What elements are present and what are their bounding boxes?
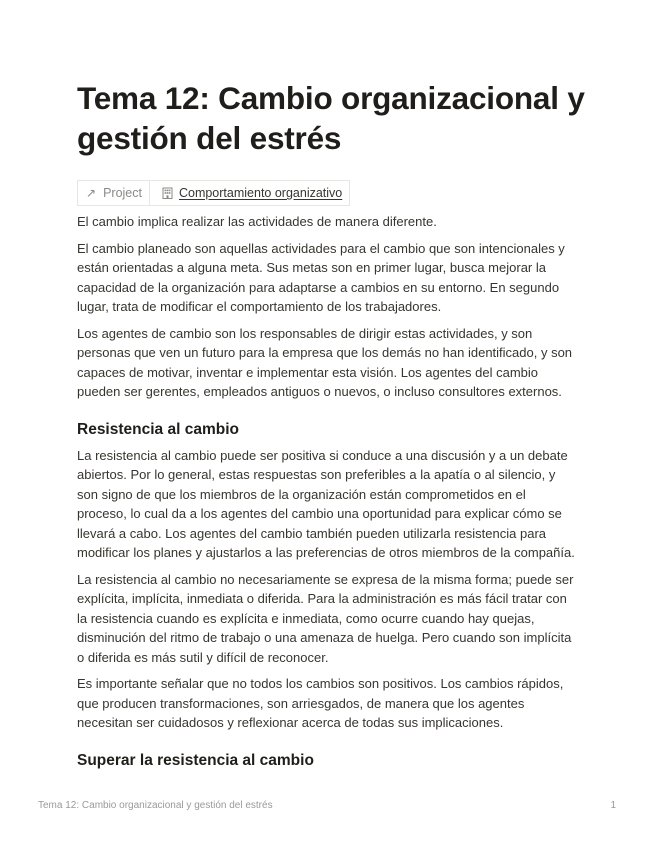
- property-value[interactable]: [150, 181, 349, 205]
- property-row: [77, 180, 350, 206]
- paragraph: La resistencia al cambio puede ser positiva si conduce a una discusión y a un debate abiertos. Por lo general, estas respuestas son preferibles a la apatía o al silencio, y son signo de que los miembros de la organización están comprometidos en el proceso, lo cual da a los agentes del cambio una oportunidad para explicar cómo se llevará a cabo. Los agentes del cambio también pueden utilizarla resistencia para modificar los planes y ajustarlos a las preferencias de otros miembros de la compañía.: [77, 447, 575, 560]
- paragraph: El cambio implica realizar las actividades de manera diferente.: [77, 214, 437, 229]
- page-number: 1: [610, 800, 616, 811]
- section-heading: Superar la resistencia al cambio: [77, 751, 314, 769]
- paragraph: Es importante señalar que no todos los cambios son positivos. Los cambios rápidos, que producen transformaciones, son arriesgados, de manera que los agentes necesitan ser cuidadosos y reflexionar acerca de todas sus implicaciones.: [77, 676, 564, 730]
- paragraph: Los agentes de cambio son los responsables de dirigir estas actividades, y son personas que ven un futuro para la empresa que los demás no han identificado, y son capaces de motivar, inventar e implementar esta visión. Los agentes del cambio pueden ser gerentes, empleados antiguos o nuevos, o incluso consultores externos.: [77, 325, 573, 399]
- property-key: [78, 181, 150, 205]
- section-heading: Resistencia al cambio: [77, 420, 239, 438]
- property-key-label: Project: [103, 186, 142, 200]
- project-link[interactable]: Comportamiento organizativo: [178, 186, 343, 200]
- page-footer: [38, 800, 616, 811]
- page-content: [77, 212, 579, 777]
- paragraph: La resistencia al cambio no necesariamente se expresa de la misma forma; puede ser explícita, implícita, inmediata o diferida. Para la administración es más fácil tratar con la resistencia cuando es explícita e inmediata, como ocurre cuando hay quejas, disminución del ritmo de trabajo o una amenaza de huelga. Pero cuando son implícita o diferida es más sutil y difícil de reconocer.: [77, 571, 574, 665]
- page-title: Tema 12: Cambio organizacional y gestión del estrés: [77, 80, 585, 156]
- arrow-up-right-icon: ↗: [86, 186, 97, 200]
- building-icon: [162, 187, 173, 199]
- paragraph: El cambio planeado son aquellas actividades para el cambio que son intencionales y están orientadas a alguna meta. Sus metas son en primer lugar, busca mejorar la capacidad de la organización para adaptarse a cambios en su entorno. En segundo lugar, trata de modificar el comportamiento de los trabajadores.: [77, 240, 565, 314]
- footer-title: Tema 12: Cambio organizacional y gestión del estrés: [38, 800, 273, 811]
